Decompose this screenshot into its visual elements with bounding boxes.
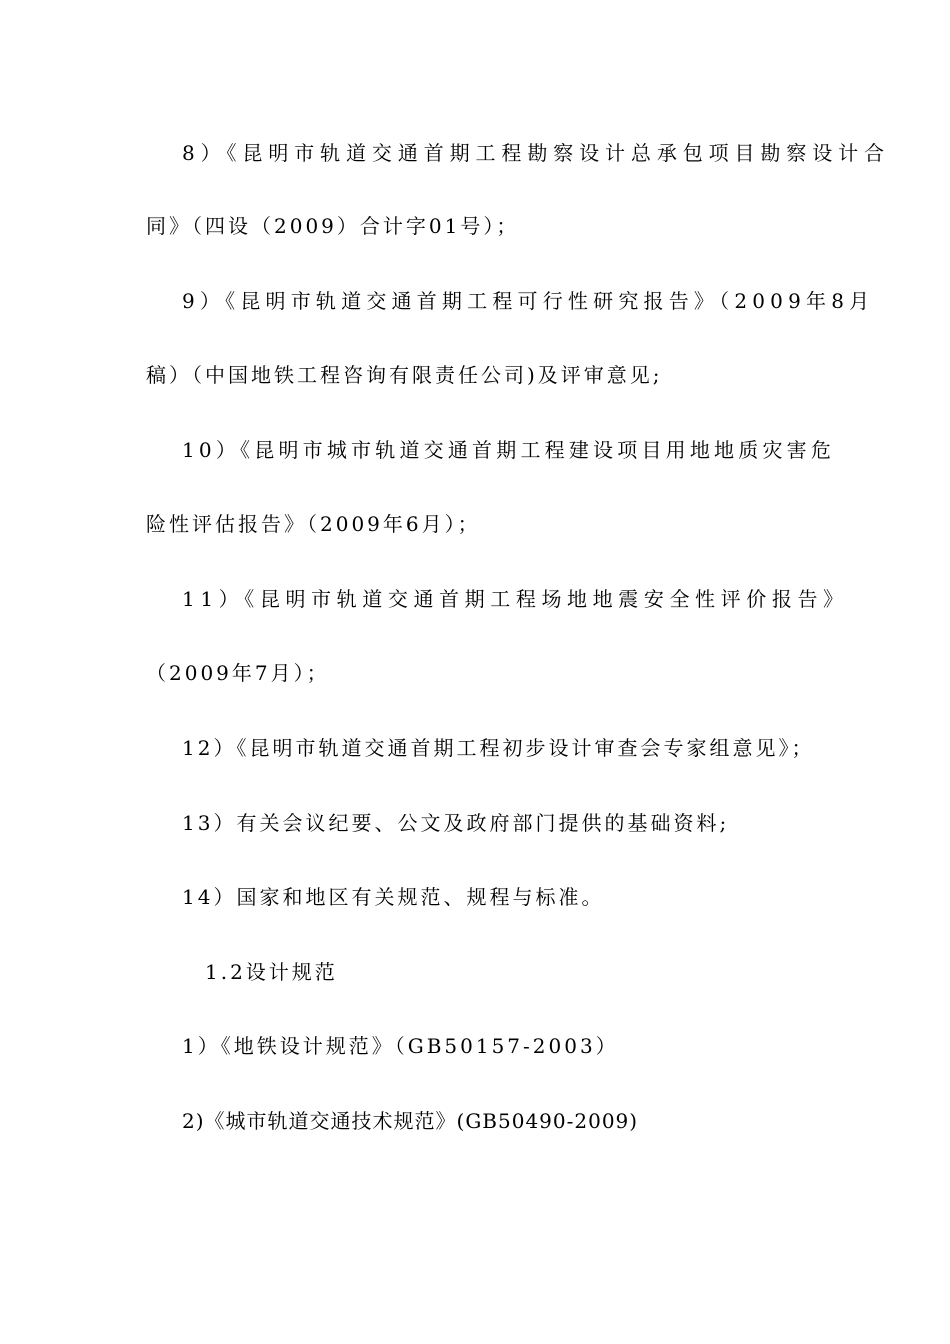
reference-item-10-cont <box>0 504 950 544</box>
reference-item-11 <box>0 579 950 619</box>
reference-item-10 <box>0 430 950 470</box>
reference-item-8-line-1: 8）《昆明市轨道交通首期工程勘察设计总承包项目勘察设计合 <box>182 141 890 165</box>
reference-item-12 <box>0 728 950 768</box>
reference-item-9-cont <box>0 355 950 395</box>
spec-item-1-text: 1）《地铁设计规范》（GB50157-2003） <box>182 1034 619 1058</box>
reference-item-11-line-2: （2009年7月）； <box>146 661 330 685</box>
spec-item-2 <box>0 1101 950 1141</box>
reference-item-12-text: 12）《昆明市轨道交通首期工程初步设计审查会专家组意见》； <box>182 736 815 760</box>
reference-item-9 <box>0 281 950 321</box>
spec-item-1 <box>0 1026 950 1066</box>
reference-item-13 <box>0 803 950 843</box>
section-heading-1-2 <box>0 952 950 992</box>
reference-item-11-line-1: 11）《昆明市轨道交通首期工程场地地震安全性评价报告》 <box>182 587 849 611</box>
reference-item-9-line-1: 9）《昆明市轨道交通首期工程可行性研究报告》（2009年8月 <box>182 289 875 313</box>
spec-item-2-text: 2)《城市轨道交通技术规范》(GB50490-2009) <box>182 1109 639 1133</box>
reference-item-14 <box>0 877 950 917</box>
reference-item-13-text: 13）有关会议纪要、公文及政府部门提供的基础资料; <box>182 811 730 835</box>
reference-item-9-line-2: 稿）（中国地铁工程咨询有限责任公司)及评审意见; <box>146 363 663 387</box>
reference-item-8-line-2: 同》（四设（2009）合计字01号）； <box>146 214 520 238</box>
reference-item-14-text: 14）国家和地区有关规范、规程与标准。 <box>182 885 605 909</box>
reference-item-8 <box>0 133 950 173</box>
reference-item-10-line-2: 险性评估报告》（2009年6月）； <box>146 512 481 536</box>
reference-item-8-cont <box>0 206 950 246</box>
reference-item-11-cont <box>0 653 950 693</box>
section-heading-text: 1.2设计规范 <box>205 960 338 984</box>
reference-item-10-line-1: 10）《昆明市城市轨道交通首期工程建设项目用地地质灾害危 <box>182 438 836 462</box>
